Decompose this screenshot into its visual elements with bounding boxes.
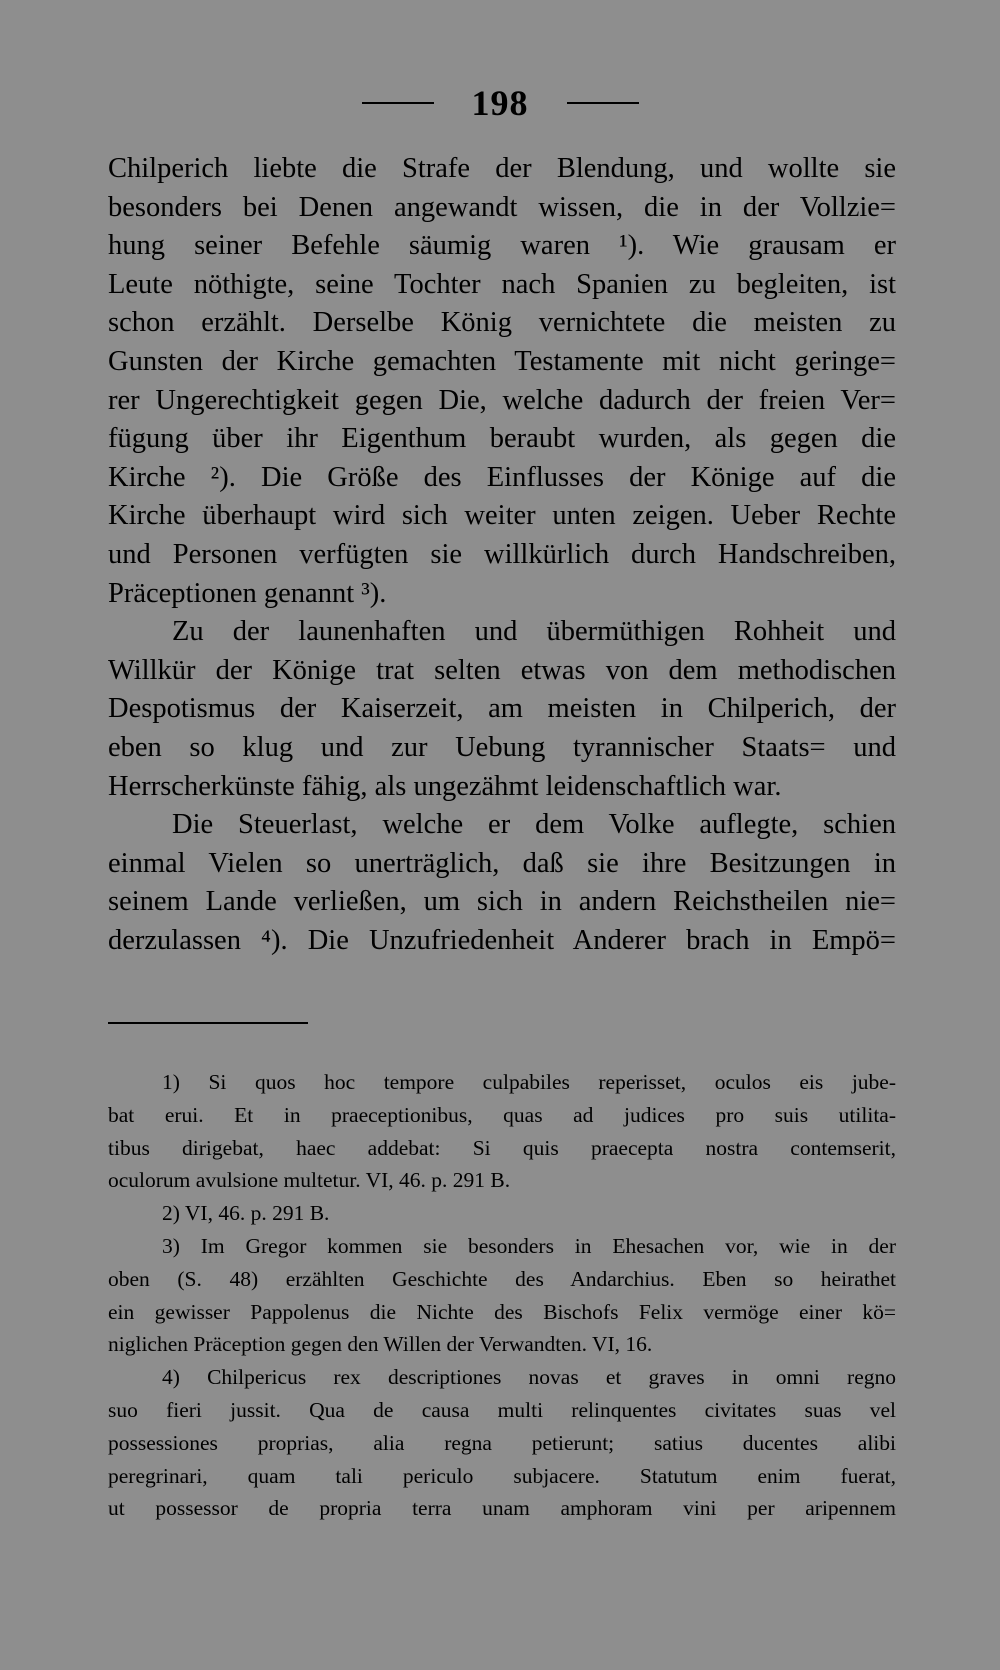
footnote-line: ein gewisser Pappolenus die Nichte des Bischofs Felix vermöge einer kö= (108, 1299, 896, 1324)
body-line: Kirche überhaupt wird sich weiter unten zeigen. Ueber Rechte (108, 500, 896, 532)
footnote-line: ut possessor de propria terra unam amphoram vini per aripennem (108, 1496, 896, 1521)
body-line: Gunsten der Kirche gemachten Testamente mit nicht geringe= (108, 345, 896, 377)
footnote-line: peregrinari, quam tali periculo subjacere. Statutum enim fuerat, (108, 1463, 896, 1488)
body-line: hung seiner Befehle säumig waren ¹). Wie grausam er (108, 230, 896, 262)
body-text (108, 150, 896, 960)
body-line: schon erzählt. Derselbe König vernichtete die meisten zu (108, 307, 896, 339)
body-line: Herrscherkünste fähig, als ungezähmt leidenschaftlich war. (108, 770, 782, 802)
footnote-line: 4) Chilpericus rex descriptiones novas et graves in omni regno (162, 1365, 896, 1390)
body-line: einmal Vielen so unerträglich, daß sie ihre Besitzungen in (108, 847, 896, 879)
body-line: eben so klug und zur Uebung tyrannischer Staats= und (108, 731, 896, 763)
footnote-line: possessiones proprias, alia regna petierunt; satius ducentes alibi (108, 1430, 896, 1455)
body-line: rer Ungerechtigkeit gegen Die, welche dadurch der freien Ver= (108, 384, 896, 416)
footnote-line: bat erui. Et in praeceptionibus, quas ad judices pro suis utilita- (108, 1102, 896, 1127)
footnote-line: oculorum avulsione multetur. VI, 46. p. 291 B. (108, 1168, 511, 1193)
body-line: Präceptionen genannt ³). (108, 577, 387, 609)
footnotes (108, 1066, 896, 1525)
body-line: Kirche ²). Die Größe des Einflusses der Könige auf die (108, 461, 896, 493)
footnote-line: 3) Im Gregor kommen sie besonders in Ehesachen vor, wie in der (162, 1233, 896, 1258)
footnote-line: 2) VI, 46. p. 291 B. (162, 1201, 330, 1226)
body-line: derzulassen ⁴). Die Unzufriedenheit Anderer brach in Empö= (108, 924, 896, 956)
page-number: 198 (471, 83, 529, 123)
footnote-line: suo fieri jussit. Qua de causa multi relinquentes civitates suas vel (108, 1397, 896, 1422)
footnote-line: niglichen Präception gegen den Willen der Verwandten. VI, 16. (108, 1332, 653, 1357)
page-header (0, 82, 1000, 124)
footnote-line: oben (S. 48) erzählten Geschichte des Andarchius. Eben so heirathet (108, 1266, 896, 1291)
body-line: und Personen verfügten sie willkürlich durch Handschreiben, (108, 538, 896, 570)
header-rule-right (567, 102, 639, 104)
body-line: Leute nöthigte, seine Tochter nach Spanien zu begleiten, ist (108, 268, 896, 300)
footnote-line: tibus dirigebat, haec addebat: Si quis praecepta nostra contemserit, (108, 1135, 896, 1160)
footnote-separator (108, 1022, 308, 1024)
body-line: Zu der launenhaften und übermüthigen Rohheit und (172, 616, 896, 648)
body-line: besonders bei Denen angewandt wissen, die in der Vollzie= (108, 191, 896, 223)
footnote-line: 1) Si quos hoc tempore culpabiles reperisset, oculos eis jube- (162, 1070, 896, 1094)
body-line: fügung über ihr Eigenthum beraubt wurden, als gegen die (108, 423, 896, 455)
header-rule-left (362, 102, 434, 104)
body-line: seinem Lande verließen, um sich in andern Reichstheilen nie= (108, 886, 896, 918)
body-line: Chilperich liebte die Strafe der Blendung, und wollte sie (108, 153, 896, 184)
body-line: Despotismus der Kaiserzeit, am meisten in Chilperich, der (108, 693, 896, 725)
body-line: Willkür der Könige trat selten etwas von dem methodischen (108, 654, 896, 686)
body-line: Die Steuerlast, welche er dem Volke auflegte, schien (172, 809, 896, 841)
